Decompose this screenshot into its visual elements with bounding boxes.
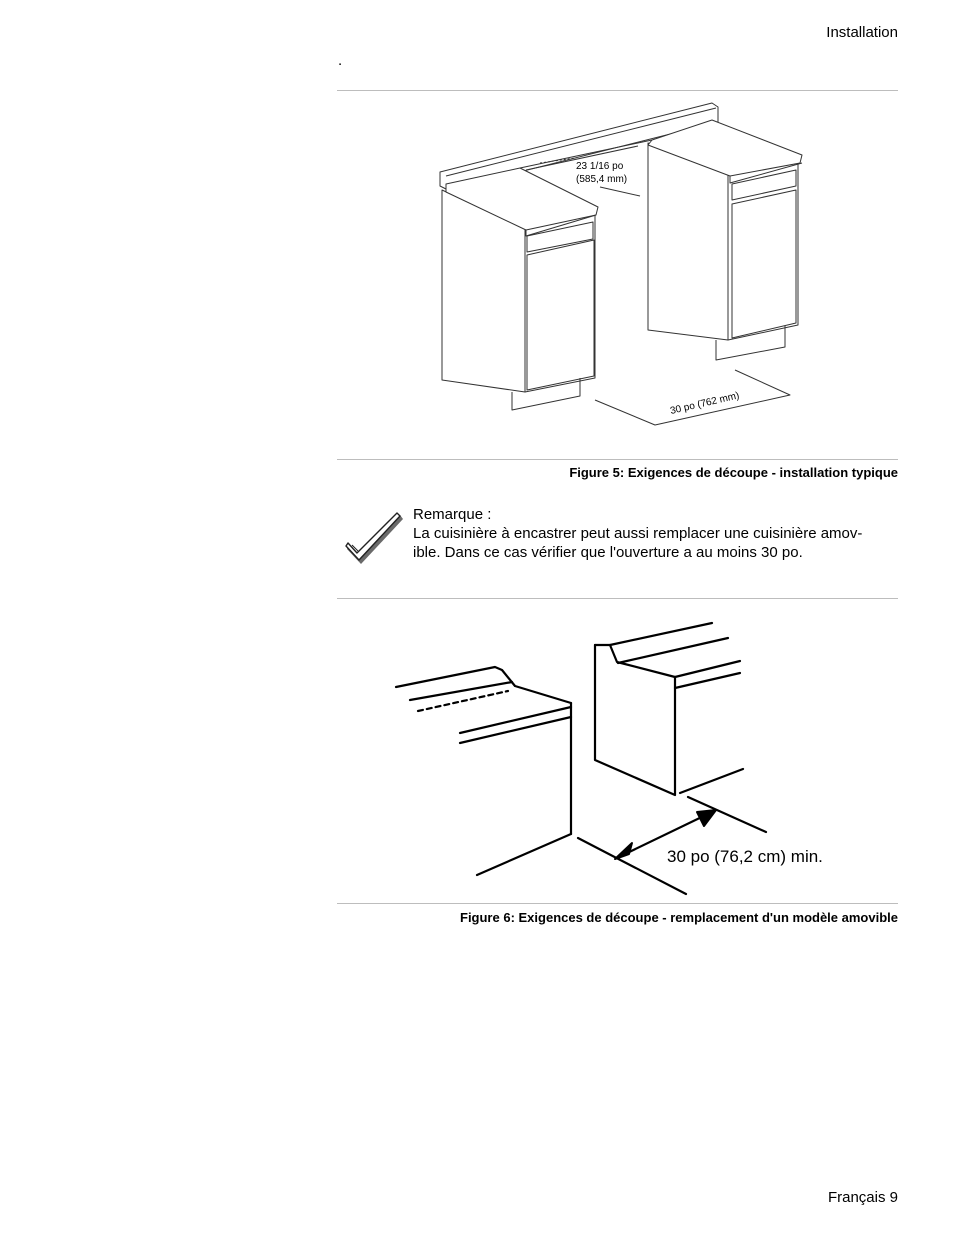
note-block: [413, 505, 903, 562]
figure-5-width-line1: 23 1/16 po: [576, 161, 624, 172]
checkmark-icon: [345, 512, 405, 566]
figure-5-depth-label: 30 po (762 mm): [669, 390, 741, 417]
figure-6-dimension-label: 30 po (76,2 cm) min.: [667, 847, 823, 866]
divider: [337, 90, 898, 91]
figure-5-width-line2: (585,4 mm): [576, 174, 628, 185]
note-title: Remarque :: [413, 506, 492, 523]
page-footer: Français 9: [827, 1189, 898, 1206]
figure-5-caption: Figure 5: Exigences de découpe - installation typique: [569, 465, 898, 480]
divider: [337, 903, 898, 904]
note-line-1: La cuisinière à encastrer peut aussi remplacer une cuisinière amov-: [413, 525, 863, 542]
note-line-2: ible. Dans ce cas vérifier que l'ouverture a au moins 30 po.: [413, 544, 803, 561]
lead-mark: .: [338, 52, 343, 69]
divider: [337, 598, 898, 599]
figure-6-opening-illustration: [390, 615, 823, 900]
figure-6-caption: Figure 6: Exigences de découpe - remplacement d'un modèle amovible: [460, 910, 898, 925]
divider: [337, 459, 898, 460]
section-header: Installation: [826, 24, 898, 41]
figure-5-cabinets-illustration: [430, 98, 810, 433]
